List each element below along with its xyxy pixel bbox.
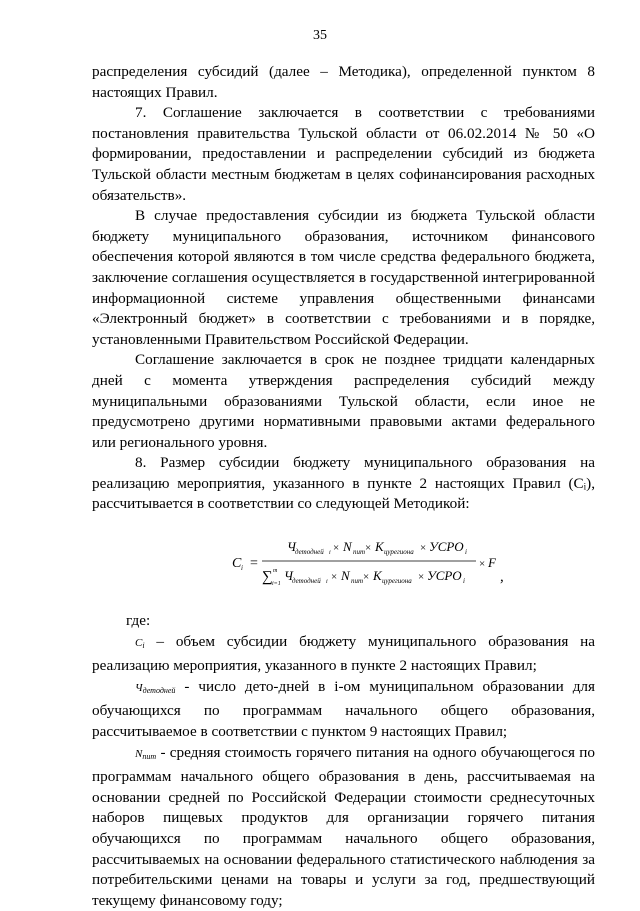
formula-num-ch: Ч [287,539,296,555]
subsidy-formula [232,529,552,599]
formula-den-times-1: × [331,571,338,584]
formula-block [92,529,595,605]
formula-times-f: × [479,558,486,571]
formula-den-ch-sub: детодней [292,577,321,586]
formula-num-k-sub: цурегиона [384,548,414,557]
def-text-ch: - число дето-дней в i-ом муниципальном образовании для обучающихся по программам начального общего образования, рассчитываемое в соответствии с пунктом 9 настоящих Правил; [92,677,595,741]
formula-num-times-1: × [333,542,340,555]
paragraph-item-8: 8. Размер субсидии бюджету муниципального образования на реализацию мероприятия, указанного в пункте 2 настоящих Правил (Cᵢ), рассчитывается в соответствии со следующей Методикой: [92,454,595,513]
paragraph-electronic-budget: В случае предоставления субсидии из бюджета Тульской области бюджету муниципального образования, источником финансового обеспечения которой являются в том числе средства федерального бюджета, заключение соглашения осуществляется в государственной интегрированной информационной системе управления общественными финансами «Электронный бюджет» в соответствии с требованиями и в порядке, установленными Правительством Российской Федерации. [92,207,595,348]
formula-num-usro-sub: i [465,548,467,557]
formula-num-n: N [343,539,352,555]
formula-den-n: N [341,568,350,584]
formula-den-times-2: × [363,571,370,584]
definition-c-i [92,632,595,677]
formula-num-times-2: × [365,542,372,555]
def-text-n: - средняя стоимость горячего питания на одного обучающегося по программам начального общего образования в день, рассчитываемая на основании средней по Российской Федерации стоимости среднесуточных наборов пищевых продуктов для организации горячего питания обучающихся по программам начального общего образования, рассчитываемых на основании федерального статистического наблюдения за потребительскими ценами на товары и услуги за год, предшествующий текущему финансовому году; [92,743,596,909]
formula-f: F [488,555,496,571]
def-symbol-ch-sub: детодней [142,685,176,695]
formula-lhs: C [232,556,242,572]
formula-den-ch-subi: i [326,579,328,586]
formula-num-ch-sub: детодней [295,548,324,557]
formula-den-k-sub: цурегиона [382,577,412,586]
def-symbol-c: C [135,636,143,649]
def-symbol-ch: Ч [135,681,143,694]
paragraph-item-7: 7. Соглашение заключается в соответствии с требованиями постановления правительства Тульской области от 06.02.2014 № 50 «О формировании, предоставлении и распределении субсидий из бюджета Тульской области местным бюджетам в целях софинансирования расходных обязательств». [92,104,595,204]
formula-trailing-comma: , [500,569,504,586]
def-text-c: – объем субсидии бюджету муниципального образования на реализацию мероприятия, указанного в пункте 2 настоящих Правил; [92,632,596,675]
formula-den-k: K [373,568,382,584]
def-symbol-n: N [135,747,143,760]
formula-den-n-sub: пит [351,577,364,586]
paragraph-agreement-deadline: Соглашение заключается в срок не позднее тридцати календарных дней с момента утверждения распределения субсидий между муниципальными образованиями Тульской области, если иное не предусмотрено другими нормативными правовыми актами федерального или регионального уровня. [92,351,595,451]
formula-sigma-top: m [273,568,278,575]
definition-n-pit [92,743,595,911]
formula-num-usro: УСРО [429,539,464,555]
formula-equals: = [250,556,258,572]
def-symbol-c-sub: i [142,640,145,650]
formula-den-usro: УСРО [427,568,462,584]
formula-sigma: ∑ [262,569,273,586]
page-number: 35 [313,28,327,43]
formula-den-usro-sub: i [463,577,465,586]
formula-lhs-sub: i [241,564,243,573]
formula-num-times-3: × [420,542,427,555]
formula-num-ch-subi: i [329,550,331,557]
def-symbol-n-sub: пит [142,751,157,761]
formula-den-ch: Ч [284,568,293,584]
document-body [92,62,595,911]
formula-num-k: K [375,539,384,555]
definition-ch-detodney [92,677,595,743]
paragraph-methodology-ref: распределения субсидий (далее – Методика), определенной пунктом 8 настоящих Правил. [92,63,595,101]
where-label: где: [126,612,151,630]
formula-sigma-bot: i=1 [272,581,281,588]
formula-num-n-sub: пит [353,548,366,557]
formula-den-times-3: × [418,571,425,584]
